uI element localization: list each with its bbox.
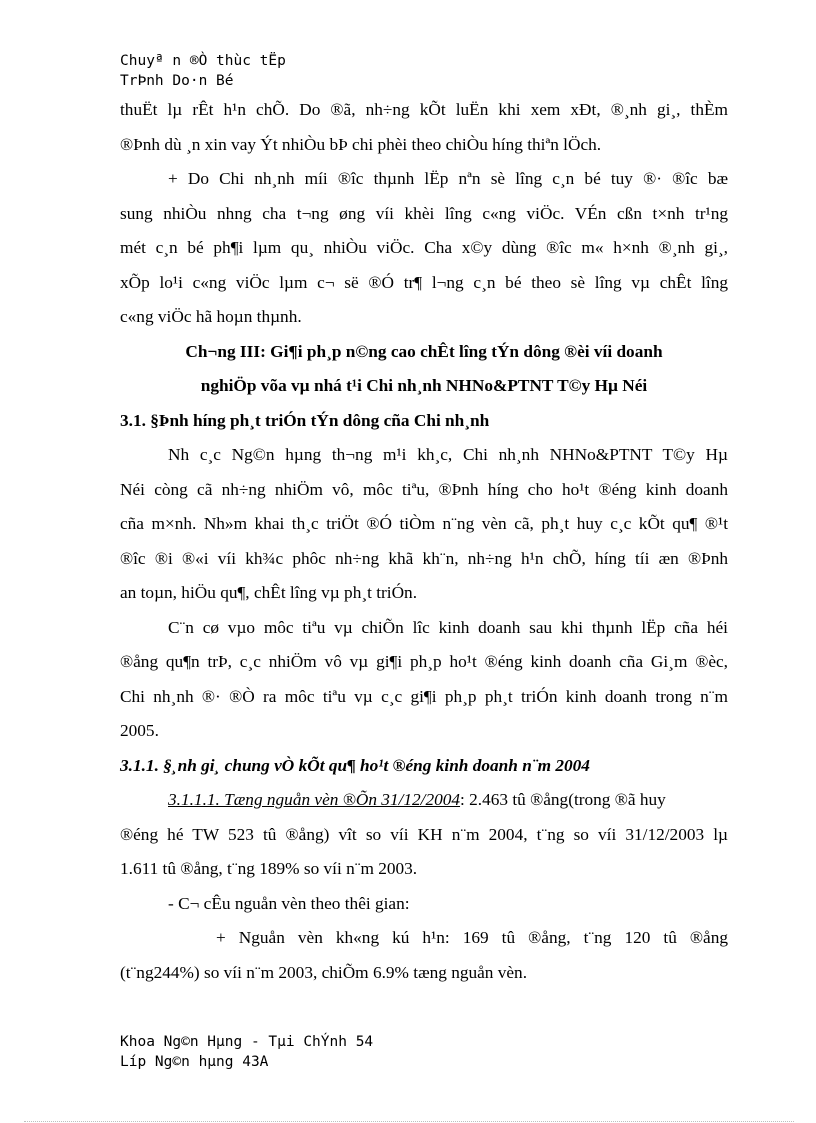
header-title: Chuyª n ®Ò thùc tËp xyxy=(120,53,286,69)
body-line: an toµn, hiÖu qu¶, chÊt lîng vµ ph¸t triÓn. xyxy=(120,583,418,602)
body-line: C¨n cø vµo môc tiªu vµ chiÕn lîc kinh doanh sau khi thµnh lËp cña héi xyxy=(168,617,728,637)
body-line: ®ång qu¶n trÞ, c¸c nhiÖm vô vµ gi¶i ph¸p ho¹t ®éng kinh doanh cña Gi¸m ®èc, xyxy=(120,652,728,671)
page-bottom-divider xyxy=(24,1121,794,1122)
body-line: ®éng hé TW 523 tû ®ång) vît so víi KH n¨m 2004, t¨ng so víi 31/12/2003 lµ xyxy=(120,824,728,844)
body-line: ®Þnh dù ¸n xin vay Ýt nhiÒu bÞ chi phèi theo chiÒu híng thiªn lÖch. xyxy=(120,134,602,154)
body-line: mét c¸n bé ph¶i lµm qu¸ nhiÒu viÖc. Cha x©y dùng ®îc m« h×nh ®¸nh gi¸, xyxy=(120,238,728,257)
section-heading-3-1-1: 3.1.1. §¸nh gi¸ chung vÒ kÕt qu¶ ho¹t ®éng kinh doanh n¨m 2004 xyxy=(120,755,590,775)
body-line: c«ng viÖc hã hoµn thµnh. xyxy=(120,307,302,326)
body-line: Chi nh¸nh ®· ®Ò ra môc tiªu vµ c¸c gi¶i ph¸p ph¸t triÓn kinh doanh trong n¨m xyxy=(120,686,728,706)
body-line: xÕp lo¹i c«ng viÖc lµm c¬ së ®Ó tr¶ l¬ng c¸n bé theo sè lîng vµ chÊt lîng xyxy=(120,272,728,292)
footer-class: Líp Ng©n hµng 43A xyxy=(120,1054,269,1070)
body-line: thuËt lµ rÊt h¹n chÕ. Do ®ã, nh÷ng kÕt luËn khi xem xÐt, ®¸nh gi¸, thÈm xyxy=(120,100,728,119)
body-line: - C¬ cÊu nguån vèn theo thêi gian: xyxy=(168,893,410,913)
body-line: cña m×nh. Nh»m khai th¸c triÖt ®Ó tiÒm n¨ng vèn cã, ph¸t huy c¸c kÕt qu¶ ®¹t xyxy=(120,514,728,533)
page-footer xyxy=(120,1032,373,1072)
body-line: 1.611 tû ®ång, t¨ng 189% so víi n¨m 2003. xyxy=(120,859,418,878)
body-line: ®îc ®i ®«i víi kh¾c phôc nh÷ng khã kh¨n, nh÷ng h¹n chÕ, híng tíi æn ®Þnh xyxy=(120,548,728,568)
body-line-subheading xyxy=(120,783,728,818)
subsection-label-3-1-1-1: 3.1.1.1. Tæng nguån vèn ®Õn 31/12/2004 xyxy=(168,790,461,809)
body-line: + Do Chi nh¸nh míi ®îc thµnh lËp nªn sè lîng c¸n bé tuy ®· ®îc bæ xyxy=(168,169,728,188)
body-line: (t¨ng244%) so víi n¨m 2003, chiÕm 6.9% tæng nguån vèn. xyxy=(120,962,528,982)
chapter-title: Ch¬ng III: Gi¶i ph¸p n©ng cao chÊt lîng tÝn dông ®èi víi doanh xyxy=(185,341,663,361)
body-line: + Nguån vèn kh«ng kú h¹n: 169 tû ®ång, t¨ng 120 tû ®ång xyxy=(216,928,728,947)
body-line: 2005. xyxy=(120,721,159,740)
footer-faculty-page: Khoa Ng©n Hµng - Tµi ChÝnh 54 xyxy=(120,1034,374,1050)
body-text-fragment: : 2.463 tû ®ång(trong ®ã huy xyxy=(460,790,666,809)
section-heading-3-1: 3.1. §Þnh híng ph¸t triÓn tÝn dông cña Chi nh¸nh xyxy=(120,410,490,430)
chapter-title-cont: nghiÖp võa vµ nhá t¹i Chi nh¸nh NHNo&PTNT T©y Hµ Néi xyxy=(200,376,648,395)
page-header xyxy=(120,51,286,91)
body-line: Nh c¸c Ng©n hµng th¬ng m¹i kh¸c, Chi nh¸nh NHNo&PTNT T©y Hµ xyxy=(168,445,728,464)
header-author: TrÞnh Do·n Bé xyxy=(120,73,234,89)
page-body xyxy=(120,93,728,990)
body-line: Néi còng cã nh÷ng nhiÖm vô, môc tiªu, ®Þnh híng cho ho¹t ®éng kinh doanh xyxy=(120,479,728,499)
body-line: sung nhiÒu nhng cha t¬ng øng víi khèi lîng c«ng viÖc. VÉn cßn t×nh tr¹ng xyxy=(120,203,728,223)
